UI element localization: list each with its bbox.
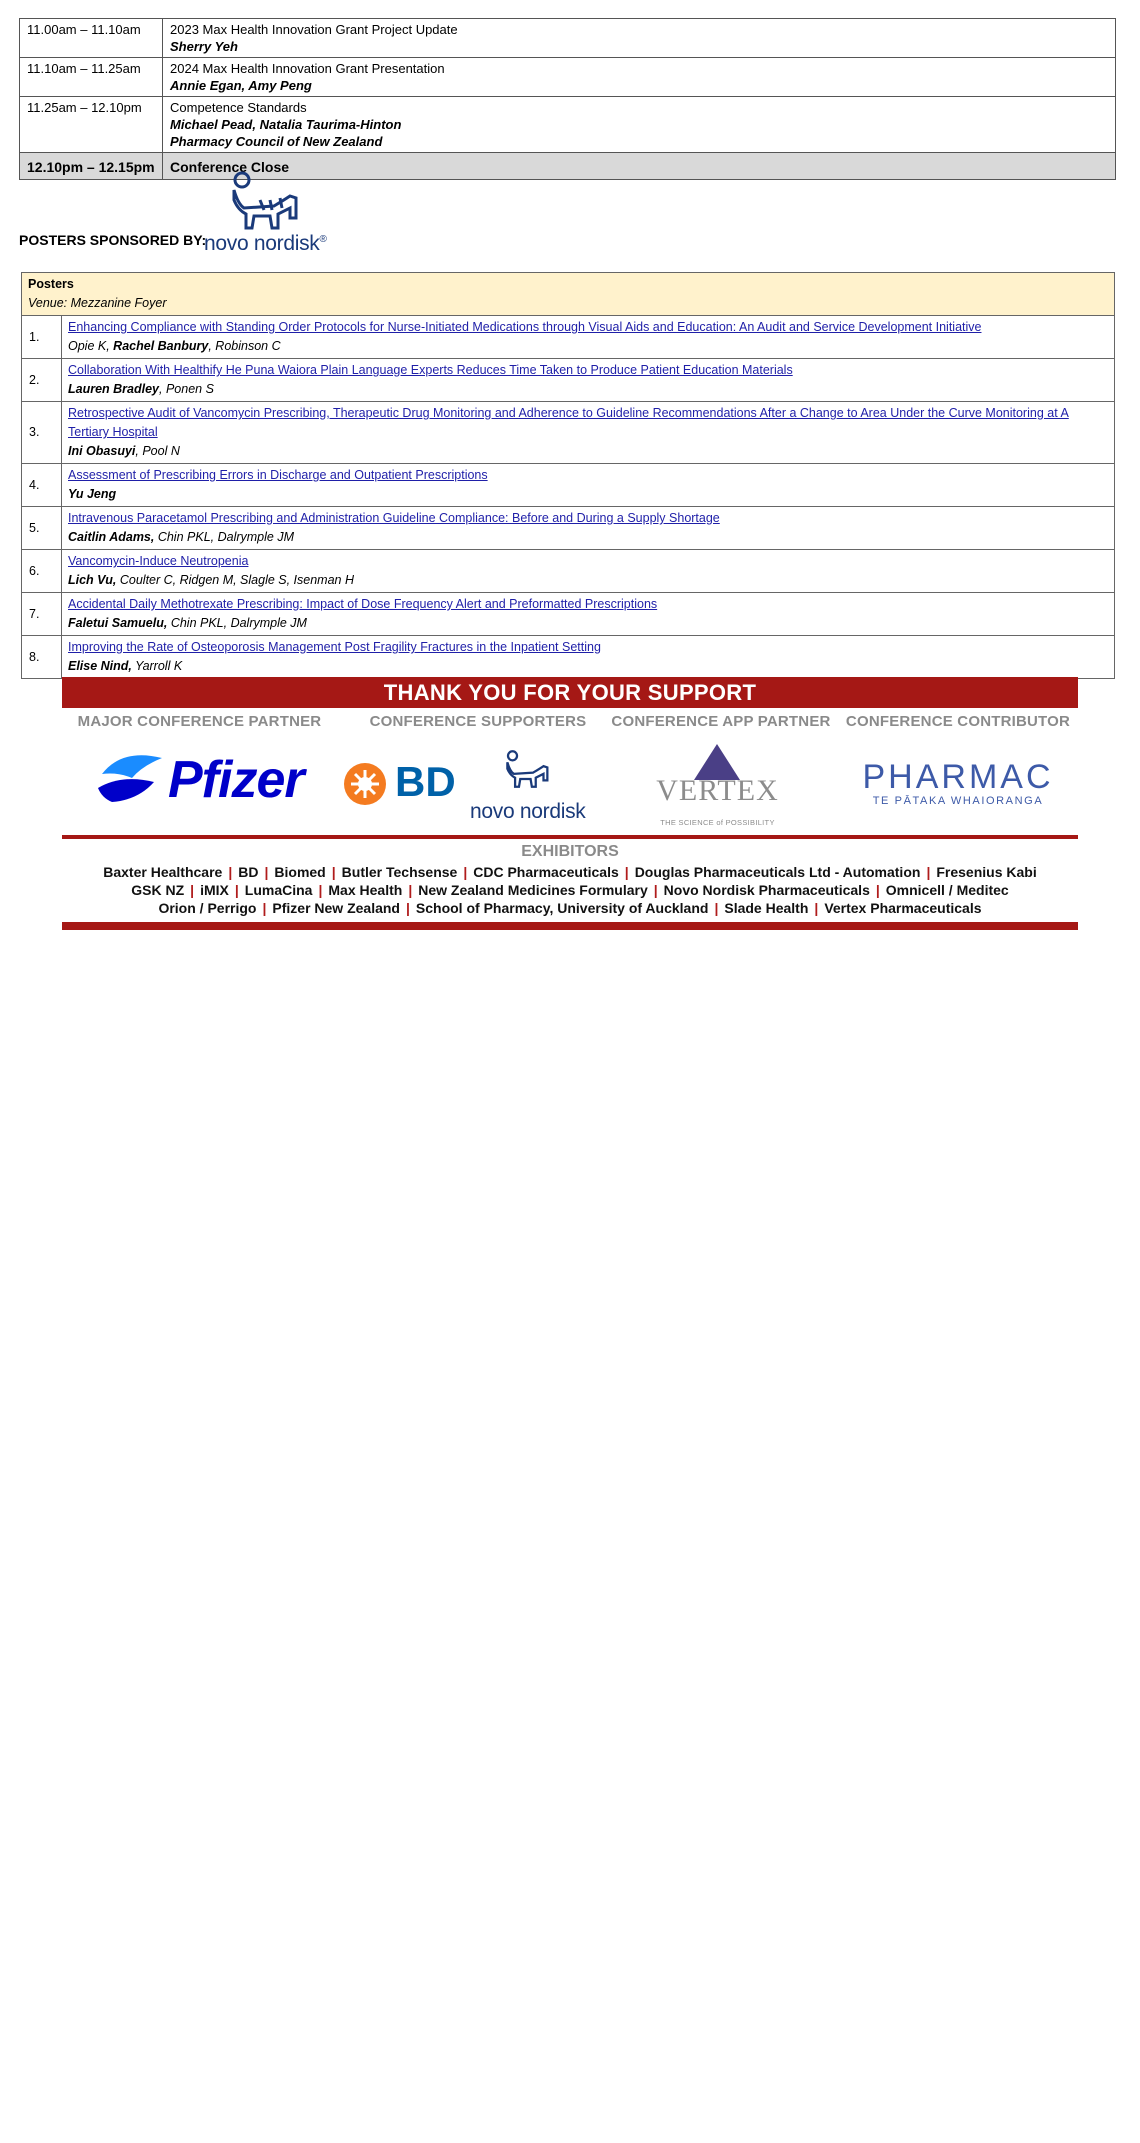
posters-header-row (22, 273, 1115, 316)
poster-number: 5. (22, 507, 62, 550)
vertex-tagline: THE SCIENCE of POSSIBILITY (660, 818, 775, 827)
poster-row (22, 464, 1115, 507)
poster-row (22, 593, 1115, 636)
separator: | (624, 864, 629, 880)
poster-authors (68, 380, 1108, 399)
exhibitor-name: Baxter Healthcare (103, 864, 223, 880)
poster-number: 4. (22, 464, 62, 507)
poster-authors (68, 337, 1108, 356)
exhibitor-name: Biomed (274, 864, 326, 880)
poster-details (62, 636, 1115, 679)
separator: | (408, 882, 413, 898)
exhibitor-name: Max Health (328, 882, 403, 898)
poster-details (62, 402, 1115, 464)
poster-number: 6. (22, 550, 62, 593)
pfizer-logo (92, 742, 302, 826)
author-text: , Pool N (135, 444, 180, 458)
vertex-logo (650, 742, 785, 832)
poster-number: 8. (22, 636, 62, 679)
exhibitor-name: Omnicell / Meditec (885, 882, 1009, 898)
exhibitor-name: LumaCina (244, 882, 313, 898)
novo-nordisk-logo-text: novo nordisk® (204, 232, 327, 255)
separator: | (714, 900, 719, 916)
separator: | (405, 900, 410, 916)
exhibitors-line-2 (62, 882, 1078, 898)
separator: | (463, 864, 468, 880)
exhibitor-name: iMIX (200, 882, 229, 898)
poster-details (62, 464, 1115, 507)
exhibitor-name: Butler Techsense (341, 864, 458, 880)
poster-row (22, 636, 1115, 679)
posters-title: Posters (28, 277, 74, 291)
presenting-author: Caitlin Adams, (68, 530, 155, 544)
author-text: Yarroll K (131, 659, 183, 673)
schedule-row (20, 58, 1116, 97)
bottom-bar (62, 922, 1078, 930)
posters-sponsor-label: POSTERS SPONSORED BY: (19, 232, 207, 248)
divider-line (62, 835, 1078, 839)
bd-logo (343, 760, 455, 808)
poster-row (22, 359, 1115, 402)
thank-you-banner: THANK YOU FOR YOUR SUPPORT (62, 677, 1078, 708)
exhibitor-name: Vertex Pharmaceuticals (824, 900, 982, 916)
session-presenter: Pharmacy Council of New Zealand (170, 134, 383, 149)
exhibitor-name: CDC Pharmaceuticals (473, 864, 619, 880)
pfizer-wave-icon (92, 744, 172, 824)
separator: | (926, 864, 931, 880)
schedule-time: 11.25am – 12.10pm (20, 97, 163, 153)
poster-row (22, 402, 1115, 464)
poster-title-link[interactable]: Improving the Rate of Osteoporosis Management Post Fragility Fractures in the Inpatient Setting (68, 640, 601, 654)
posters-table (21, 272, 1115, 679)
presenting-author: Lich Vu, (68, 573, 117, 587)
poster-number: 3. (22, 402, 62, 464)
schedule-table (19, 18, 1116, 180)
author-text: Chin PKL, Dalrymple JM (154, 530, 294, 544)
exhibitor-name: Pfizer New Zealand (272, 900, 400, 916)
pharmac-logo (850, 758, 1066, 812)
poster-details (62, 359, 1115, 402)
pharmac-wordmark: PHARMAC (862, 758, 1054, 796)
poster-details (62, 507, 1115, 550)
separator: | (331, 864, 336, 880)
separator: | (814, 900, 819, 916)
novo-nordisk-wordmark: novo nordisk (470, 800, 586, 823)
poster-row (22, 550, 1115, 593)
schedule-row (20, 19, 1116, 58)
separator: | (318, 882, 323, 898)
author-text: Opie K, (68, 339, 114, 353)
bd-wordmark: BD (395, 758, 456, 805)
session-presenter: Michael Pead, Natalia Taurima-Hinton (170, 117, 402, 132)
schedule-time: 11.10am – 11.25am (20, 58, 163, 97)
session-presenter: Sherry Yeh (170, 39, 238, 54)
poster-authors (68, 571, 1108, 590)
poster-authors (68, 528, 1108, 547)
exhibitors-title: EXHIBITORS (521, 843, 619, 860)
pfizer-wordmark: Pfizer (168, 751, 304, 809)
exhibitor-name: Douglas Pharmaceuticals Ltd - Automation (634, 864, 921, 880)
presenting-author: Ini Obasuyi (68, 444, 136, 458)
separator: | (190, 882, 195, 898)
poster-title-link[interactable]: Collaboration With Healthify He Puna Waiora Plain Language Experts Reduces Time Taken to Produce Patient Education Materials (68, 363, 793, 377)
author-text: , Ponen S (159, 382, 214, 396)
exhibitor-name: Fresenius Kabi (936, 864, 1037, 880)
session-title: Competence Standards (170, 100, 307, 115)
poster-title-link[interactable]: Enhancing Compliance with Standing Order Protocols for Nurse-Initiated Medications through Visual Aids and Education: An Audit and Service Development Initiative (68, 320, 982, 334)
bd-starburst-icon (343, 762, 387, 806)
separator: | (875, 882, 880, 898)
exhibitor-name: School of Pharmacy, University of Auckland (415, 900, 709, 916)
category-major-partner: MAJOR CONFERENCE PARTNER (77, 713, 322, 730)
exhibitor-name: Novo Nordisk Pharmaceuticals (663, 882, 870, 898)
category-contributor: CONFERENCE CONTRIBUTOR (845, 713, 1071, 730)
poster-row (22, 316, 1115, 359)
poster-title-link[interactable]: Assessment of Prescribing Errors in Discharge and Outpatient Prescriptions (68, 468, 488, 482)
poster-title-link[interactable]: Vancomycin-Induce Neutropenia (68, 554, 249, 568)
author-text: , Robinson C (208, 339, 281, 353)
schedule-session (163, 19, 1116, 58)
poster-number: 1. (22, 316, 62, 359)
poster-authors (68, 442, 1108, 461)
exhibitors-line-1 (62, 864, 1078, 880)
exhibitor-name: New Zealand Medicines Formulary (418, 882, 648, 898)
exhibitor-name: Slade Health (724, 900, 809, 916)
session-title: 2024 Max Health Innovation Grant Presentation (170, 61, 445, 76)
presenting-author: Yu Jeng (68, 487, 117, 501)
separator: | (228, 864, 233, 880)
poster-title-link[interactable]: Accidental Daily Methotrexate Prescribing: Impact of Dose Frequency Alert and Preformatted Prescriptions (68, 597, 658, 611)
vertex-wordmark: VERTEX (656, 774, 779, 807)
novo-nordisk-bull-icon (488, 740, 568, 800)
session-title: 2023 Max Health Innovation Grant Project Update (170, 22, 458, 37)
poster-number: 2. (22, 359, 62, 402)
exhibitor-name: GSK NZ (131, 882, 185, 898)
presenting-author: Rachel Banbury (113, 339, 209, 353)
poster-authors (68, 614, 1108, 633)
poster-title-link[interactable]: Retrospective Audit of Vancomycin Prescribing, Therapeutic Drug Monitoring and Adherence to Guideline Recommendations After a Change to Area Under the Curve Monitoring at A Tertiary Hospital (68, 406, 1069, 439)
poster-details (62, 593, 1115, 636)
poster-details (62, 550, 1115, 593)
category-supporters: CONFERENCE SUPPORTERS (369, 713, 587, 730)
session-presenter: Annie Egan, Amy Peng (170, 78, 312, 93)
novo-nordisk-supporter-logo (470, 740, 600, 830)
separator: | (264, 864, 269, 880)
schedule-row (20, 97, 1116, 153)
poster-details (62, 316, 1115, 359)
poster-row (22, 507, 1115, 550)
author-text: Chin PKL, Dalrymple JM (167, 616, 307, 630)
presenting-author: Lauren Bradley (68, 382, 160, 396)
poster-title-link[interactable]: Intravenous Paracetamol Prescribing and Administration Guideline Compliance: Before and During a Supply Shortage (68, 511, 720, 525)
presenting-author: Elise Nind, (68, 659, 132, 673)
pharmac-tagline: TE PĀTAKA WHAIORANGA (872, 795, 1044, 807)
schedule-session (163, 97, 1116, 153)
schedule-row (20, 153, 1116, 180)
separator: | (262, 900, 267, 916)
separator: | (234, 882, 239, 898)
poster-number: 7. (22, 593, 62, 636)
author-text: Coulter C, Ridgen M, Slagle S, Isenman H (116, 573, 354, 587)
schedule-time: 12.10pm – 12.15pm (20, 153, 163, 180)
separator: | (653, 882, 658, 898)
exhibitor-name: BD (238, 864, 259, 880)
posters-venue: Venue: Mezzanine Foyer (28, 296, 167, 310)
exhibitors-line-3 (62, 900, 1078, 916)
schedule-time: 11.00am – 11.10am (20, 19, 163, 58)
exhibitor-name: Orion / Perrigo (158, 900, 257, 916)
poster-authors (68, 485, 1108, 504)
presenting-author: Faletui Samuelu, (68, 616, 168, 630)
category-app-partner: CONFERENCE APP PARTNER (611, 713, 831, 730)
schedule-session (163, 58, 1116, 97)
session-title: Conference Close (170, 159, 290, 175)
poster-authors (68, 657, 1108, 676)
